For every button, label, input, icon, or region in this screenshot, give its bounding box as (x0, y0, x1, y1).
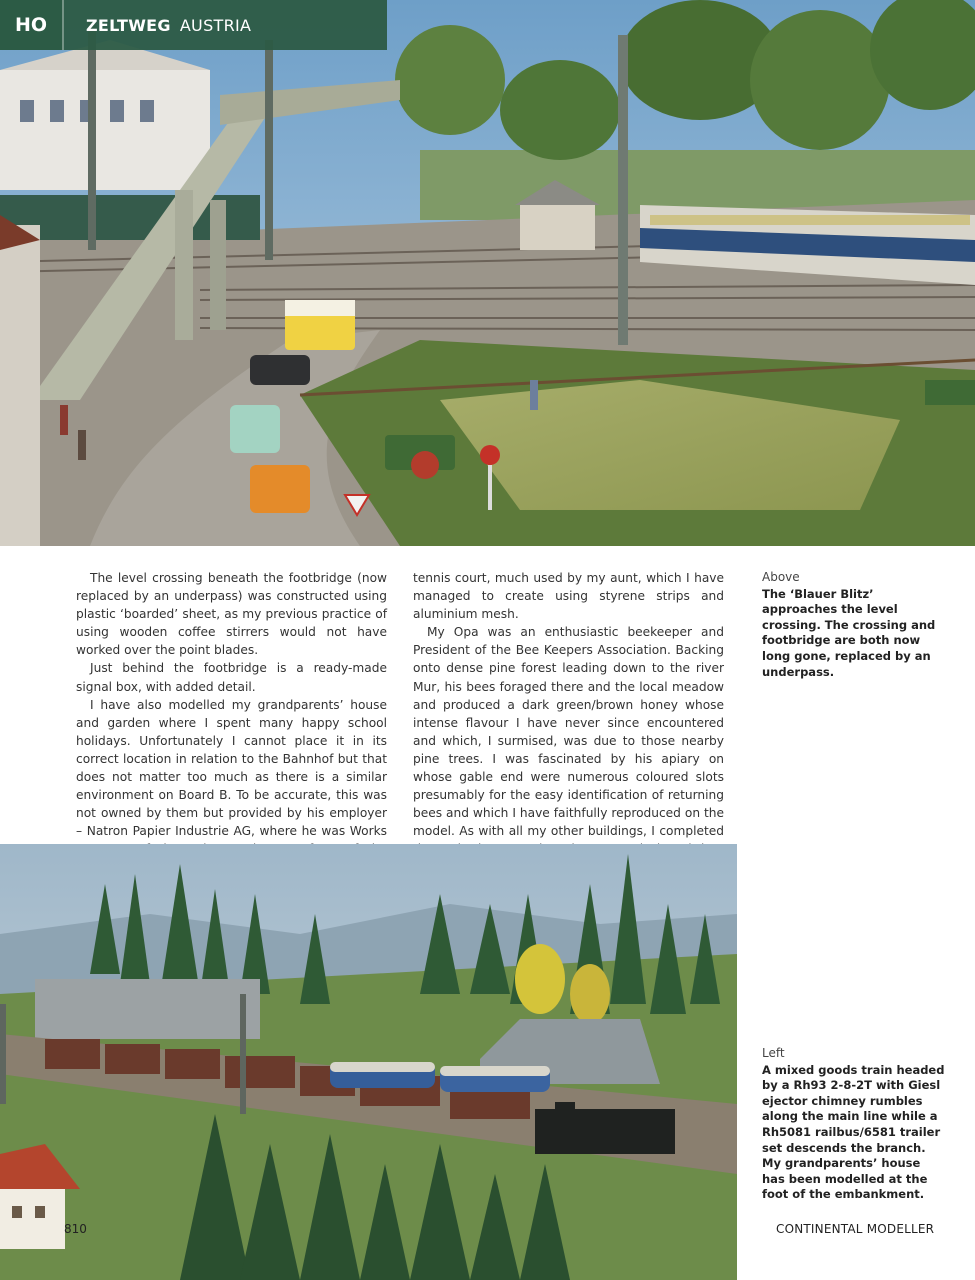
paragraph-continued: tennis court, much used by my aunt, which I have managed to create using styrene strips and aluminium mesh. (413, 571, 724, 622)
paragraph: Just behind the footbridge is a ready-made signal box, with added detail. (76, 661, 387, 694)
caption-label: Above (762, 570, 800, 584)
caption-label: Left (762, 1046, 785, 1060)
paragraph: The level crossing beneath the footbridge (now replaced by an underpass) was constructed using plastic ‘boarded’ sheet, as my previous practice of using wooden coffee stirrers would not have worked over the point blades. (76, 571, 387, 658)
country-title: AUSTRIA (179, 15, 252, 35)
goods-train-photo (0, 844, 737, 1280)
caption-above (762, 570, 947, 680)
page-number: 810 (64, 1222, 87, 1236)
level-crossing-photo (0, 0, 975, 546)
paragraph: I have also modelled my grandparents’ house and garden where I spent many happy school holidays. Unfortunately I cannot place it in its correct location in relation to the Bahnhof but that does not matter too much as there is a similar environment on Board B. To be accurate, this was not owned by them but provided by his employer – Natron Papier Industrie AG, where he was Works (76, 697, 387, 839)
scale-badge: HO (0, 0, 64, 50)
caption-left (762, 1046, 947, 1203)
location-title: ZELTWEG (86, 15, 171, 35)
article-column-2 (413, 569, 724, 877)
paragraph: My Opa was an enthusiastic beekeeper and President of the Bee Keepers Association. Backing onto dense pine forest leading down to the river Mur, his bees foraged there and the local meadow and produced a dark green/brown honey whose intense flavour I have never since encountered and which, I surmised, was due to those nearby pine trees. I was fascinated by his apiary on whose gable end were numerous coloured slots presumably for the easy identification of returning bees and which I have faithfully reproduced on the model. As with all my other buildings, I completed (413, 625, 724, 839)
page-header (0, 0, 387, 50)
article-column-1 (76, 569, 387, 877)
caption-text: The ‘Blauer Blitz’ approaches the level crossing. The crossing and footbridge are both now long gone, replaced by an underpass. (762, 586, 936, 679)
magazine-name: CONTINENTAL MODELLER (776, 1222, 935, 1236)
section-title (64, 0, 387, 50)
caption-text: A mixed goods train headed by a Rh93 2-8-2T with Giesl ejector chimney rumbles along the main line while a Rh5081 railbus/6581 trailer set descends the branch. My grandparents’ house has been modelled at the foot of the embankment. (762, 1062, 945, 1202)
